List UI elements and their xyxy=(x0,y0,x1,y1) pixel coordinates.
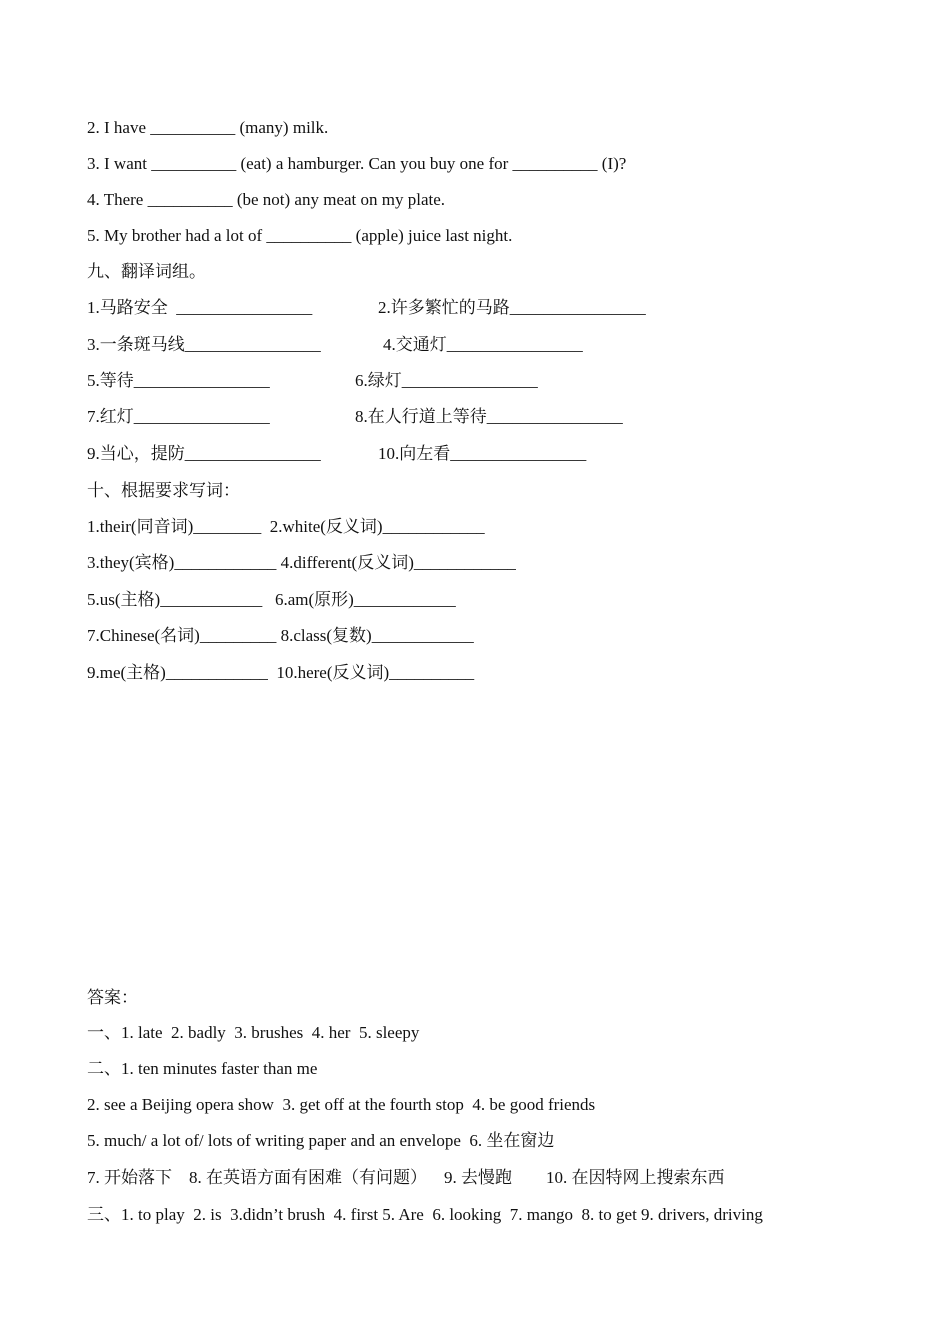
word-form-row-2: 3.they(宾格)____________ 4.different(反义词)____________ xyxy=(87,553,516,572)
translate-item-9: 9.当心，提防________________ xyxy=(87,444,321,463)
translate-item-10: 10.向左看________________ xyxy=(378,444,587,463)
answers-heading: 答案： xyxy=(87,988,138,1007)
section-10-heading: 十、根据要求写词： xyxy=(87,481,240,500)
answer-line-1: 一、1. late 2. badly 3. brushes 4. her 5. sleepy xyxy=(87,1023,420,1042)
word-form-row-1: 1.their(同音词)________ 2.white(反义词)____________ xyxy=(87,517,485,536)
exercise-item-2: 2. I have __________ (many) milk. xyxy=(87,118,329,137)
word-form-row-5: 9.me(主格)____________ 10.here(反义词)__________ xyxy=(87,663,475,682)
exercise-item-4: 4. There __________ (be not) any meat on my plate. xyxy=(87,190,446,209)
word-form-row-4: 7.Chinese(名词)_________ 8.class(复数)____________ xyxy=(87,626,474,645)
exercise-item-5: 5. My brother had a lot of __________ (apple) juice last night. xyxy=(87,226,513,245)
translate-item-1: 1.马路安全 ________________ xyxy=(87,298,313,317)
word-form-row-3: 5.us(主格)____________ 6.am(原形)____________ xyxy=(87,590,456,609)
section-9-heading: 九、翻译词组。 xyxy=(87,262,206,281)
translate-item-2: 2.许多繁忙的马路________________ xyxy=(378,298,646,317)
answer-line-6: 三、1. to play 2. is 3.didn’t brush 4. first 5. Are 6. looking 7. mango 8. to get 9. drivers, driving xyxy=(87,1205,763,1224)
translate-item-6: 6.绿灯________________ xyxy=(355,371,538,390)
answer-line-5: 7. 开始落下 8. 在英语方面有困难（有问题） 9. 去慢跑 10. 在因特网上搜索东西 xyxy=(87,1168,725,1187)
answer-line-4: 5. much/ a lot of/ lots of writing paper and an envelope 6. 坐在窗边 xyxy=(87,1131,555,1150)
translate-item-5: 5.等待________________ xyxy=(87,371,270,390)
translate-item-3: 3.一条斑马线________________ xyxy=(87,335,321,354)
translate-item-8: 8.在人行道上等待________________ xyxy=(355,407,623,426)
answer-line-2: 二、1. ten minutes faster than me xyxy=(87,1059,318,1078)
translate-item-4: 4.交通灯________________ xyxy=(383,335,583,354)
translate-item-7: 7.红灯________________ xyxy=(87,407,270,426)
answer-line-3: 2. see a Beijing opera show 3. get off at the fourth stop 4. be good friends xyxy=(87,1095,596,1114)
exercise-item-3: 3. I want __________ (eat) a hamburger. Can you buy one for __________ (I)? xyxy=(87,154,627,173)
